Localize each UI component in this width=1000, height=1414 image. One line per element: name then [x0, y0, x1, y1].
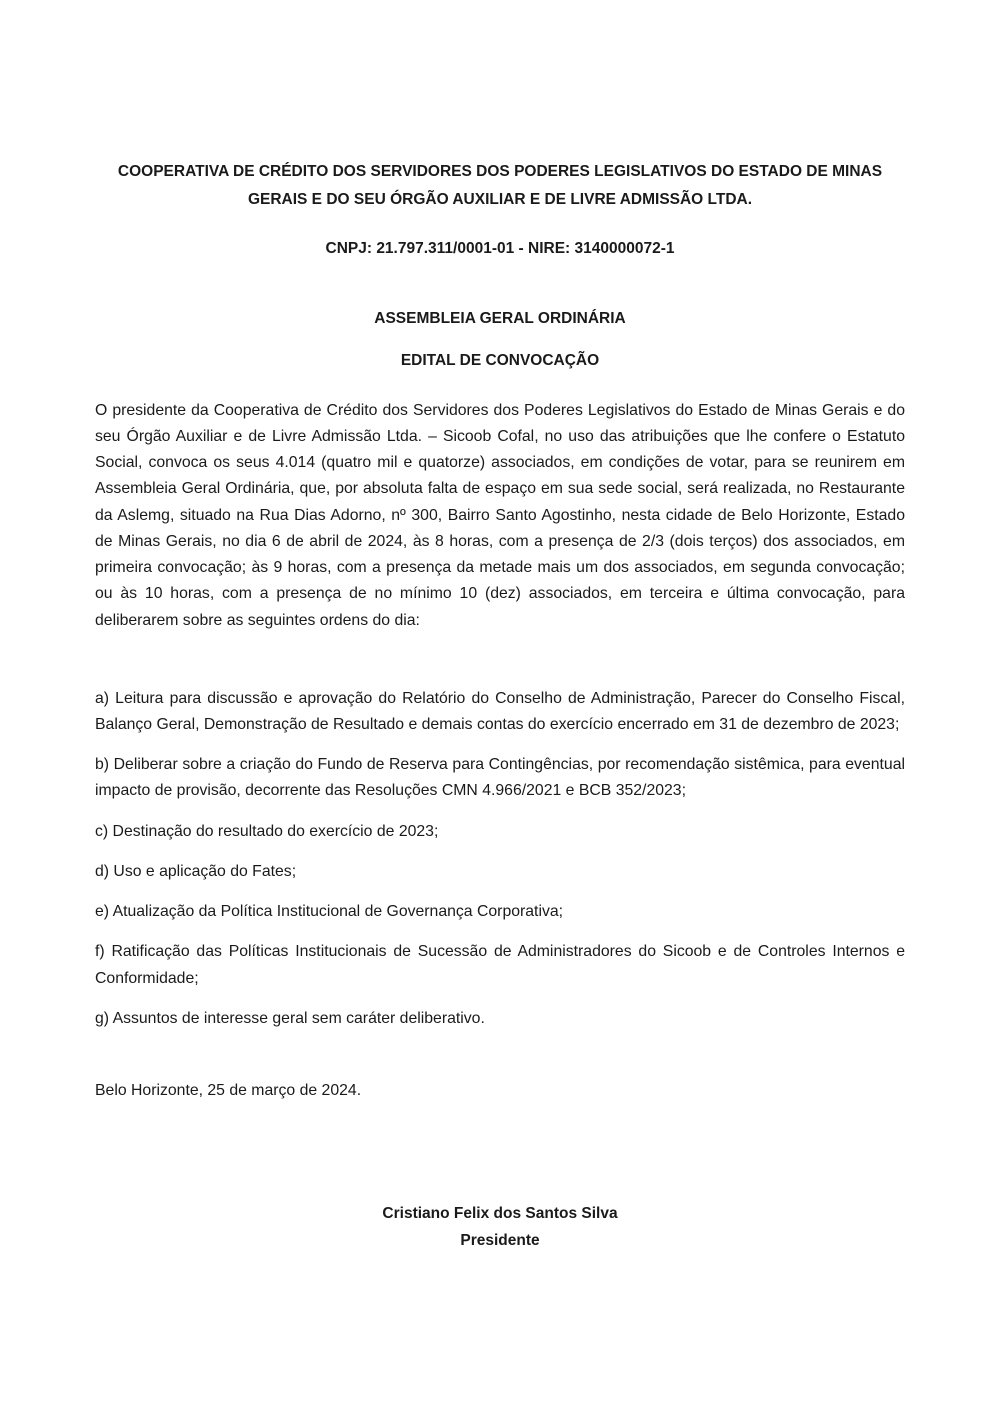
agenda-item-a: a) Leitura para discussão e aprovação do Relatório do Conselho de Administração, Parecer do Conselho Fiscal, Balanço Geral, Demonstração de Resultado e demais contas do exercício encerrado em 31 de dezembro de 2023; — [95, 689, 905, 733]
cooperative-title: COOPERATIVA DE CRÉDITO DOS SERVIDORES DOS PODERES LEGISLATIVOS DO ESTADO DE MINAS GERAIS E DO SEU ÓRGÃO AUXILIAR E DE LIVRE ADMISSÃO LTDA. — [117, 163, 883, 208]
signature-block — [95, 1200, 905, 1254]
agenda-item-c: c) Destinação do resultado do exercício de 2023; — [95, 822, 439, 840]
agenda-item-e: e) Atualização da Política Institucional de Governança Corporativa; — [95, 903, 564, 921]
agenda-item-f: f) Ratificação das Políticas Institucionais de Sucessão de Administradores do Sicoob e de Controles Internos e Conformidade; — [95, 943, 905, 987]
convocation-paragraph: O presidente da Cooperativa de Crédito dos Servidores dos Poderes Legislativos do Estado de Minas Gerais e do seu Órgão Auxiliar e de Livre Admissão Ltda. – Sicoob Cofal, no uso das atribuições que lhe confere o Estatuto Social, convoca os seus 4.014 (quatro mil e quatorze) associados, em condições de votar, para se reunirem em Assembleia Geral Ordinária, que, por absoluta falta de espaço em sua sede social, será realizada, no Restaurante da Aslemg, situado na Rua Dias Adorno, nº 300, Bairro Santo Agostinho, nesta cidade de Belo Horizonte, Estado de Minas Gerais, no dia 6 de abril de 2024, às 8 horas, com a presença de 2/3 (dois terços) dos associados, em primeira convocação; às 9 horas, com a presença da metade mais um dos associados, em segunda convocação; ou às 10 horas, com a presença de no mínimo 10 (dez) associados, em terceira e última convocação, para deliberarem sobre as seguintes ordens do dia: — [95, 401, 905, 629]
cnpj-nire-line: CNPJ: 21.797.311/0001-01 - NIRE: 3140000072-1 — [325, 239, 675, 257]
edital-title: EDITAL DE CONVOCAÇÃO — [400, 351, 600, 369]
assembly-title: ASSEMBLEIA GERAL ORDINÁRIA — [374, 309, 626, 327]
agenda-item-d: d) Uso e aplicação do Fates; — [95, 862, 297, 880]
signature-role: Presidente — [460, 1232, 540, 1250]
agenda-list — [95, 686, 905, 1032]
agenda-item-g: g) Assuntos de interesse geral sem caráter deliberativo. — [95, 1009, 485, 1027]
date-place-line: Belo Horizonte, 25 de março de 2024. — [95, 1081, 362, 1099]
agenda-item-b: b) Deliberar sobre a criação do Fundo de Reserva para Contingências, por recomendação sistêmica, para eventual impacto de provisão, decorrente das Resoluções CMN 4.966/2021 e BCB 352/2023; — [95, 756, 905, 800]
signature-name: Cristiano Felix dos Santos Silva — [382, 1204, 618, 1222]
